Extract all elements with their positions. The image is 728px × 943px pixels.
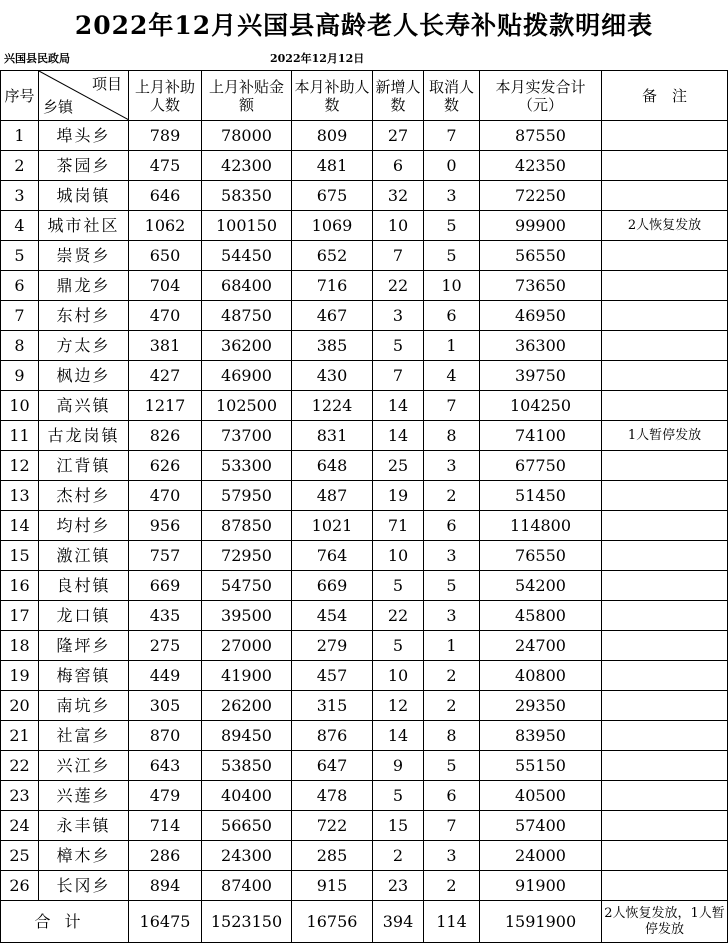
cell-cancelled: 8	[424, 421, 480, 451]
cell-curr-people: 764	[292, 541, 373, 571]
table-row	[1, 661, 728, 691]
cell-added: 25	[373, 451, 424, 481]
cell-total: 76550	[480, 541, 602, 571]
cell-prev-amount: 87400	[202, 871, 292, 901]
cell-prev-people: 757	[129, 541, 202, 571]
cell-curr-people: 648	[292, 451, 373, 481]
cell-remark	[602, 151, 728, 181]
table-row	[1, 871, 728, 901]
cell-cancelled: 1	[424, 631, 480, 661]
cell-prev-people: 626	[129, 451, 202, 481]
cell-prev-amount: 102500	[202, 391, 292, 421]
cell-prev-amount: 100150	[202, 211, 292, 241]
cell-total: 83950	[480, 721, 602, 751]
cell-total: 57400	[480, 811, 602, 841]
cell-total: 46950	[480, 301, 602, 331]
cell-seq: 22	[1, 751, 39, 781]
cell-remark	[602, 751, 728, 781]
cell-remark: 2人恢复发放	[602, 211, 728, 241]
cell-remark	[602, 391, 728, 421]
cell-curr-people: 675	[292, 181, 373, 211]
cell-added: 14	[373, 721, 424, 751]
cell-town: 社富乡	[39, 721, 129, 751]
cell-prev-people: 646	[129, 181, 202, 211]
cell-cancelled: 6	[424, 301, 480, 331]
cell-town: 埠头乡	[39, 121, 129, 151]
cell-cancelled: 4	[424, 361, 480, 391]
cell-total: 40800	[480, 661, 602, 691]
cell-added: 22	[373, 271, 424, 301]
cell-prev-amount: 78000	[202, 121, 292, 151]
table-row	[1, 271, 728, 301]
cell-town: 杰村乡	[39, 481, 129, 511]
cell-cancelled: 3	[424, 181, 480, 211]
cell-curr-people: 385	[292, 331, 373, 361]
cell-cancelled: 10	[424, 271, 480, 301]
cell-added: 14	[373, 391, 424, 421]
page-title: 2022年12月兴国县高龄老人长寿补贴拨款明细表	[74, 11, 654, 40]
cell-prev-people: 714	[129, 811, 202, 841]
cell-added: 7	[373, 361, 424, 391]
cell-remark	[602, 811, 728, 841]
table-row	[1, 721, 728, 751]
cell-prev-amount: 24300	[202, 841, 292, 871]
cell-curr-people: 876	[292, 721, 373, 751]
cell-seq: 8	[1, 331, 39, 361]
header-curr-people: 本月补助人数	[292, 71, 373, 121]
cell-total: 72250	[480, 181, 602, 211]
cell-prev-people: 826	[129, 421, 202, 451]
cell-prev-people: 704	[129, 271, 202, 301]
cell-remark	[602, 361, 728, 391]
table-row	[1, 451, 728, 481]
cell-prev-people: 435	[129, 601, 202, 631]
cell-remark	[602, 691, 728, 721]
cell-added: 10	[373, 541, 424, 571]
table-row	[1, 841, 728, 871]
cell-added: 5	[373, 631, 424, 661]
cell-seq: 7	[1, 301, 39, 331]
cell-curr-people: 457	[292, 661, 373, 691]
cell-town: 枫边乡	[39, 361, 129, 391]
cell-curr-people: 454	[292, 601, 373, 631]
cell-total: 73650	[480, 271, 602, 301]
cell-prev-people: 427	[129, 361, 202, 391]
cell-cancelled: 3	[424, 841, 480, 871]
header-added: 新增人数	[373, 71, 424, 121]
cell-seq: 3	[1, 181, 39, 211]
table-row	[1, 181, 728, 211]
cell-added: 5	[373, 331, 424, 361]
cell-town: 古龙岗镇	[39, 421, 129, 451]
cell-remark	[602, 271, 728, 301]
cell-total: 24700	[480, 631, 602, 661]
table-row	[1, 571, 728, 601]
cell-prev-amount: 53300	[202, 451, 292, 481]
cell-seq: 24	[1, 811, 39, 841]
cell-cancelled: 3	[424, 451, 480, 481]
cell-town: 城市社区	[39, 211, 129, 241]
cell-total: 104250	[480, 391, 602, 421]
cell-prev-amount: 41900	[202, 661, 292, 691]
cell-remark	[602, 631, 728, 661]
cell-cancelled: 5	[424, 211, 480, 241]
cell-seq: 19	[1, 661, 39, 691]
cell-prev-people: 1217	[129, 391, 202, 421]
table-row	[1, 751, 728, 781]
cell-seq: 21	[1, 721, 39, 751]
cell-cancelled: 3	[424, 541, 480, 571]
cell-prev-amount: 72950	[202, 541, 292, 571]
cell-prev-amount: 53850	[202, 751, 292, 781]
totals-label: 合计	[1, 901, 129, 943]
cell-seq: 14	[1, 511, 39, 541]
cell-town: 永丰镇	[39, 811, 129, 841]
cell-curr-people: 279	[292, 631, 373, 661]
cell-town: 兴莲乡	[39, 781, 129, 811]
cell-seq: 6	[1, 271, 39, 301]
cell-seq: 10	[1, 391, 39, 421]
cell-cancelled: 1	[424, 331, 480, 361]
cell-curr-people: 285	[292, 841, 373, 871]
cell-prev-amount: 54450	[202, 241, 292, 271]
cell-prev-people: 305	[129, 691, 202, 721]
cell-town: 良村镇	[39, 571, 129, 601]
cell-added: 6	[373, 151, 424, 181]
cell-town: 樟木乡	[39, 841, 129, 871]
cell-seq: 20	[1, 691, 39, 721]
cell-seq: 1	[1, 121, 39, 151]
cell-added: 9	[373, 751, 424, 781]
cell-curr-people: 1021	[292, 511, 373, 541]
cell-added: 10	[373, 211, 424, 241]
issue-date: 2022年12月12日	[270, 52, 365, 65]
totals-prev-people: 16475	[129, 901, 202, 943]
cell-curr-people: 1224	[292, 391, 373, 421]
cell-seq: 15	[1, 541, 39, 571]
cell-prev-amount: 36200	[202, 331, 292, 361]
cell-cancelled: 5	[424, 571, 480, 601]
cell-added: 2	[373, 841, 424, 871]
cell-town: 方太乡	[39, 331, 129, 361]
cell-curr-people: 722	[292, 811, 373, 841]
cell-prev-people: 381	[129, 331, 202, 361]
cell-cancelled: 5	[424, 751, 480, 781]
cell-seq: 17	[1, 601, 39, 631]
cell-town: 兴江乡	[39, 751, 129, 781]
cell-prev-people: 1062	[129, 211, 202, 241]
cell-added: 71	[373, 511, 424, 541]
cell-remark	[602, 571, 728, 601]
cell-curr-people: 478	[292, 781, 373, 811]
cell-total: 51450	[480, 481, 602, 511]
table-row	[1, 691, 728, 721]
table-row	[1, 241, 728, 271]
cell-curr-people: 652	[292, 241, 373, 271]
cell-seq: 25	[1, 841, 39, 871]
cell-added: 19	[373, 481, 424, 511]
cell-remark	[602, 121, 728, 151]
cell-remark	[602, 301, 728, 331]
cell-seq: 16	[1, 571, 39, 601]
cell-remark	[602, 451, 728, 481]
cell-total: 45800	[480, 601, 602, 631]
cell-seq: 9	[1, 361, 39, 391]
cell-added: 3	[373, 301, 424, 331]
cell-curr-people: 315	[292, 691, 373, 721]
cell-added: 5	[373, 781, 424, 811]
cell-prev-people: 286	[129, 841, 202, 871]
header-total: 本月实发合计（元）	[480, 71, 602, 121]
cell-remark	[602, 841, 728, 871]
cell-prev-people: 470	[129, 481, 202, 511]
table-row	[1, 781, 728, 811]
cell-prev-people: 789	[129, 121, 202, 151]
cell-added: 23	[373, 871, 424, 901]
cell-prev-amount: 57950	[202, 481, 292, 511]
cell-cancelled: 8	[424, 721, 480, 751]
cell-remark	[602, 511, 728, 541]
cell-cancelled: 6	[424, 511, 480, 541]
cell-added: 7	[373, 241, 424, 271]
cell-total: 40500	[480, 781, 602, 811]
table-row	[1, 511, 728, 541]
header-remark: 备 注	[602, 71, 728, 121]
cell-curr-people: 831	[292, 421, 373, 451]
cell-prev-amount: 39500	[202, 601, 292, 631]
header-item: 项目	[91, 75, 122, 93]
subsidy-table	[0, 70, 728, 943]
cell-seq: 5	[1, 241, 39, 271]
cell-cancelled: 3	[424, 601, 480, 631]
cell-prev-people: 479	[129, 781, 202, 811]
header-town: 乡镇	[43, 98, 74, 116]
cell-prev-people: 894	[129, 871, 202, 901]
table-row	[1, 121, 728, 151]
cell-added: 22	[373, 601, 424, 631]
cell-town: 均村乡	[39, 511, 129, 541]
cell-seq: 12	[1, 451, 39, 481]
cell-total: 54200	[480, 571, 602, 601]
cell-cancelled: 2	[424, 691, 480, 721]
cell-prev-amount: 68400	[202, 271, 292, 301]
table-row	[1, 361, 728, 391]
cell-cancelled: 7	[424, 811, 480, 841]
cell-prev-amount: 46900	[202, 361, 292, 391]
cell-curr-people: 467	[292, 301, 373, 331]
cell-town: 东村乡	[39, 301, 129, 331]
cell-seq: 13	[1, 481, 39, 511]
cell-total: 87550	[480, 121, 602, 151]
cell-total: 74100	[480, 421, 602, 451]
cell-cancelled: 2	[424, 661, 480, 691]
cell-town: 龙口镇	[39, 601, 129, 631]
cell-remark	[602, 331, 728, 361]
cell-curr-people: 1069	[292, 211, 373, 241]
cell-cancelled: 2	[424, 871, 480, 901]
cell-prev-amount: 27000	[202, 631, 292, 661]
totals-total: 1591900	[480, 901, 602, 943]
cell-prev-amount: 48750	[202, 301, 292, 331]
cell-seq: 2	[1, 151, 39, 181]
cell-seq: 11	[1, 421, 39, 451]
cell-total: 114800	[480, 511, 602, 541]
cell-town: 鼎龙乡	[39, 271, 129, 301]
header-item-town	[39, 71, 129, 121]
cell-remark	[602, 241, 728, 271]
totals-remark: 2人恢复发放，1人暂停发放	[602, 901, 728, 943]
table-row	[1, 421, 728, 451]
table-row	[1, 481, 728, 511]
cell-added: 12	[373, 691, 424, 721]
cell-curr-people: 430	[292, 361, 373, 391]
cell-cancelled: 2	[424, 481, 480, 511]
cell-remark: 1人暂停发放	[602, 421, 728, 451]
cell-added: 10	[373, 661, 424, 691]
cell-prev-people: 669	[129, 571, 202, 601]
cell-total: 91900	[480, 871, 602, 901]
cell-curr-people: 481	[292, 151, 373, 181]
table-row	[1, 601, 728, 631]
table-row	[1, 811, 728, 841]
cell-prev-amount: 73700	[202, 421, 292, 451]
cell-prev-people: 470	[129, 301, 202, 331]
cell-cancelled: 6	[424, 781, 480, 811]
cell-prev-people: 449	[129, 661, 202, 691]
cell-total: 99900	[480, 211, 602, 241]
table-row	[1, 541, 728, 571]
cell-prev-amount: 87850	[202, 511, 292, 541]
cell-town: 崇贤乡	[39, 241, 129, 271]
cell-added: 32	[373, 181, 424, 211]
totals-cancelled: 114	[424, 901, 480, 943]
totals-prev-amount: 1523150	[202, 901, 292, 943]
cell-total: 24000	[480, 841, 602, 871]
cell-curr-people: 809	[292, 121, 373, 151]
cell-added: 27	[373, 121, 424, 151]
cell-town: 南坑乡	[39, 691, 129, 721]
cell-town: 江背镇	[39, 451, 129, 481]
cell-added: 15	[373, 811, 424, 841]
cell-remark	[602, 781, 728, 811]
cell-prev-people: 475	[129, 151, 202, 181]
header-row	[1, 71, 728, 121]
cell-town: 高兴镇	[39, 391, 129, 421]
header-seq: 序号	[1, 71, 39, 121]
cell-town: 城岗镇	[39, 181, 129, 211]
cell-prev-amount: 26200	[202, 691, 292, 721]
cell-curr-people: 669	[292, 571, 373, 601]
cell-remark	[602, 181, 728, 211]
cell-total: 56550	[480, 241, 602, 271]
cell-town: 长冈乡	[39, 871, 129, 901]
table-row	[1, 211, 728, 241]
cell-seq: 4	[1, 211, 39, 241]
cell-seq: 26	[1, 871, 39, 901]
cell-prev-people: 870	[129, 721, 202, 751]
cell-total: 42350	[480, 151, 602, 181]
cell-total: 36300	[480, 331, 602, 361]
cell-prev-people: 643	[129, 751, 202, 781]
cell-town: 激江镇	[39, 541, 129, 571]
cell-added: 5	[373, 571, 424, 601]
cell-curr-people: 915	[292, 871, 373, 901]
cell-remark	[602, 601, 728, 631]
cell-remark	[602, 541, 728, 571]
table-row	[1, 631, 728, 661]
cell-cancelled: 5	[424, 241, 480, 271]
cell-curr-people: 647	[292, 751, 373, 781]
cell-prev-people: 956	[129, 511, 202, 541]
cell-seq: 18	[1, 631, 39, 661]
cell-prev-people: 650	[129, 241, 202, 271]
cell-town: 茶园乡	[39, 151, 129, 181]
cell-town: 隆坪乡	[39, 631, 129, 661]
totals-row	[1, 901, 728, 943]
header-cancelled: 取消人数	[424, 71, 480, 121]
cell-prev-amount: 56650	[202, 811, 292, 841]
cell-remark	[602, 661, 728, 691]
cell-town: 梅窖镇	[39, 661, 129, 691]
cell-total: 29350	[480, 691, 602, 721]
totals-added: 394	[373, 901, 424, 943]
cell-prev-amount: 42300	[202, 151, 292, 181]
totals-curr-people: 16756	[292, 901, 373, 943]
cell-added: 14	[373, 421, 424, 451]
table-row	[1, 151, 728, 181]
cell-curr-people: 716	[292, 271, 373, 301]
cell-remark	[602, 721, 728, 751]
cell-cancelled: 7	[424, 391, 480, 421]
cell-cancelled: 0	[424, 151, 480, 181]
cell-prev-amount: 40400	[202, 781, 292, 811]
cell-remark	[602, 481, 728, 511]
cell-prev-amount: 54750	[202, 571, 292, 601]
cell-cancelled: 7	[424, 121, 480, 151]
cell-curr-people: 487	[292, 481, 373, 511]
cell-prev-amount: 89450	[202, 721, 292, 751]
header-prev-amount: 上月补贴金额	[202, 71, 292, 121]
table-row	[1, 331, 728, 361]
cell-prev-people: 275	[129, 631, 202, 661]
issuing-organization: 兴国县民政局	[4, 52, 70, 65]
cell-seq: 23	[1, 781, 39, 811]
header-prev-people: 上月补助人数	[129, 71, 202, 121]
table-row	[1, 301, 728, 331]
table-row	[1, 391, 728, 421]
cell-remark	[602, 871, 728, 901]
cell-prev-amount: 58350	[202, 181, 292, 211]
cell-total: 55150	[480, 751, 602, 781]
cell-total: 39750	[480, 361, 602, 391]
cell-total: 67750	[480, 451, 602, 481]
